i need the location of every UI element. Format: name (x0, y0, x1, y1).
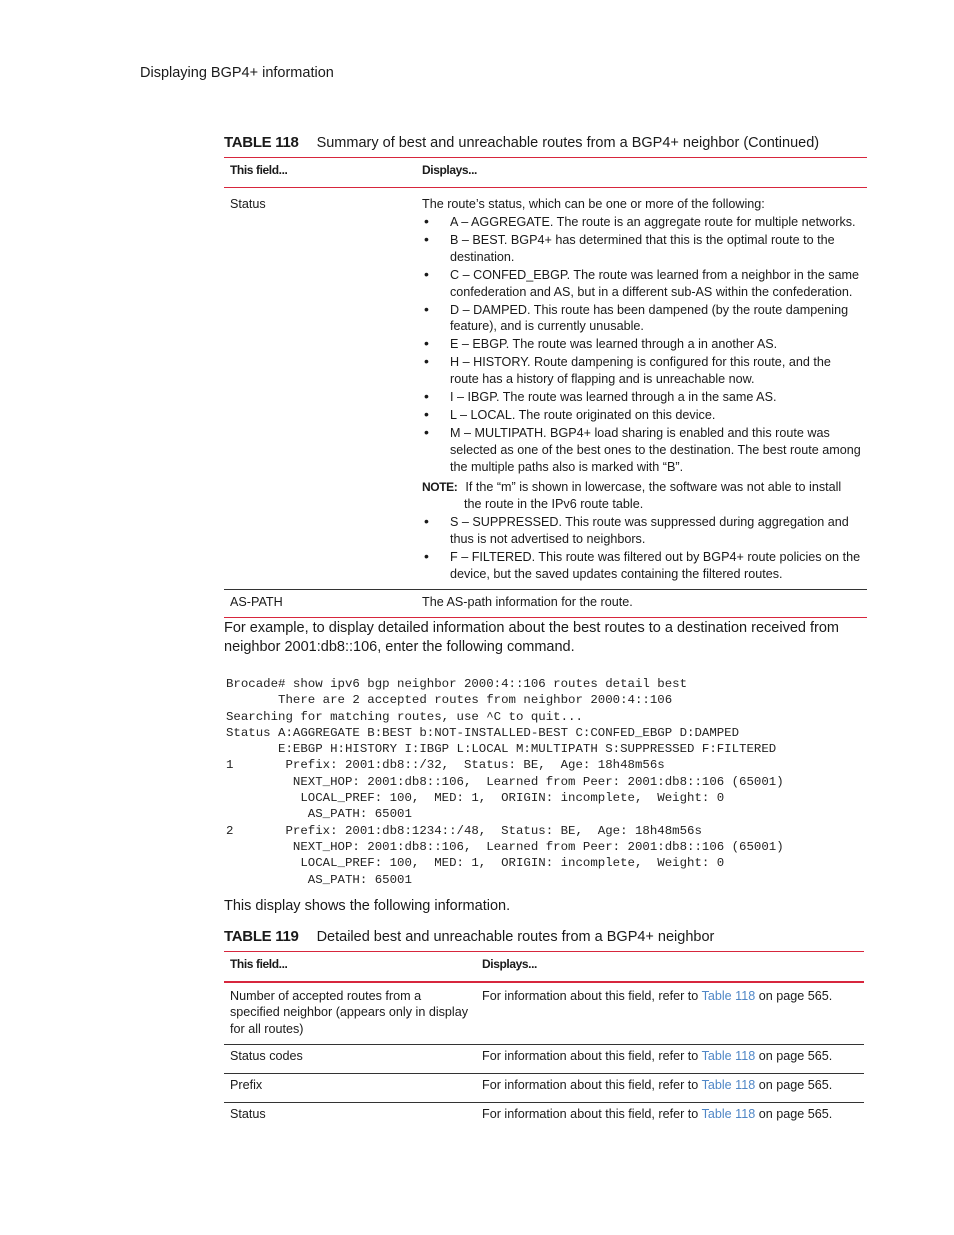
table-row (224, 589, 867, 618)
status-description (416, 187, 867, 589)
list-item: • C – CONFED_EBGP. The route was learned from a neighbor in the same confederation and AS, but in a different sub-AS within the confederation. (424, 265, 860, 299)
column-header-field: This field... (230, 957, 288, 971)
list-item: • S – SUPPRESSED. This route was suppressed during aggregation and thus is not advertised to neighbors. (424, 513, 849, 546)
note-label: NOTE: (422, 480, 458, 495)
column-header-displays: Displays... (482, 957, 537, 971)
note (422, 479, 861, 512)
field-status: Status (230, 196, 266, 211)
table-row (224, 1045, 864, 1074)
reference-cell: For information about this field, refer to Table 118 on page 565. (482, 1077, 833, 1092)
status-code-list (422, 214, 861, 475)
field-as-path: AS-PATH (230, 594, 283, 609)
status-intro: The route’s status, which can be one or more of the following: (422, 196, 765, 211)
column-header-displays: Displays... (422, 163, 477, 177)
list-item: • I – IBGP. The route was learned through a in the same AS. (424, 388, 777, 405)
reference-cell: For information about this field, refer to Table 118 on page 565. (482, 988, 833, 1003)
table-118-caption: Summary of best and unreachable routes from a BGP4+ neighbor (Continued) (316, 135, 820, 151)
table-119 (224, 951, 864, 1130)
table-row (224, 982, 864, 1045)
table-118-link[interactable]: Table 118 (701, 1106, 756, 1121)
field-cell: Prefix (230, 1077, 263, 1092)
table-header-row (224, 952, 864, 982)
table-118-link[interactable]: Table 118 (701, 1049, 756, 1064)
bullet-icon: • (424, 353, 429, 370)
list-item: • A – AGGREGATE. The route is an aggregate route for multiple networks. (424, 213, 856, 230)
table-118-link[interactable]: Table 118 (701, 988, 756, 1003)
bullet-icon: • (424, 388, 429, 405)
list-item: • F – FILTERED. This route was filtered out by BGP4+ route policies on the device, but the saved updates containing the filtered routes. (424, 547, 861, 581)
list-item: • B – BEST. BGP4+ has determined that this is the optimal route to the destination. (424, 231, 835, 264)
intro-paragraph: For example, to display detailed information about the best routes to a destination received from neighbor 2001:db8::106, enter the following command. (224, 620, 839, 655)
table-row (224, 1102, 864, 1130)
table-row (224, 1073, 864, 1102)
cli-output: Brocade# show ipv6 bgp neighbor 2000:4::106 routes detail best There are 2 accepted routes from neighbor 2000:4::106 Searching for matching routes, use ^C to quit... Status A:AGGREGATE B:BEST b:NOT-INSTALLED-BEST C:CONFED_EBGP D:DAMPED E:EBGP H:HISTORY I:IBGP L:LOCAL M:MULTIPATH S:SUPPRESSED F:FILTERED 1 Prefix: 2001:db8::/32, Status: BE, Age: 18h48m56s NEXT_HOP: 2001:db8::106, Learned from Peer: 2001:db8::106 (65001) LOCAL_PREF: 100, MED: 1, ORIGIN: incomplete, Weight: 0 AS_PATH: 65001 2 Prefix: 2001:db8:1234::/48, Status: BE, Age: 18h48m56s NEXT_HOP: 2001:db8::106, Learned from Peer: 2001:db8::106 (65001) LOCAL_PREF: 100, MED: 1, ORIGIN: incomplete, Weight: 0 AS_PATH: 65001 (226, 677, 784, 887)
list-item: • M – MULTIPATH. BGP4+ load sharing is enabled and this route was selected as one of the best ones to the destination. The best route among the multiple paths also is marked with “B”. (424, 424, 861, 474)
status-code-list-continued (422, 514, 861, 582)
table-119-title (224, 928, 714, 945)
table-118-number: TABLE 118 (224, 134, 299, 151)
table-row (224, 187, 867, 589)
list-item: • D – DAMPED. This route has been dampened (by the route dampening feature), and is currently unusable. (424, 300, 849, 334)
bullet-icon: • (424, 547, 429, 564)
bullet-icon: • (424, 513, 429, 530)
bullet-icon: • (424, 213, 429, 230)
list-item: • E – EBGP. The route was learned through a in another AS. (424, 335, 778, 352)
reference-cell: For information about this field, refer to Table 118 on page 565. (482, 1049, 833, 1064)
reference-cell: For information about this field, refer to Table 118 on page 565. (482, 1106, 833, 1121)
bullet-icon: • (424, 335, 429, 352)
display-paragraph: This display shows the following information. (224, 898, 511, 914)
field-cell: Status (230, 1106, 266, 1121)
bullet-icon: • (424, 300, 429, 317)
list-item: • H – HISTORY. Route dampening is configured for this route, and the route has a history of flapping and is unreachable now. (424, 353, 831, 387)
table-118 (224, 157, 867, 618)
table-118-title (224, 134, 819, 151)
bullet-icon: • (424, 406, 429, 423)
bullet-icon: • (424, 265, 429, 282)
column-header-field: This field... (230, 163, 288, 177)
list-item: • L – LOCAL. The route originated on this device. (424, 406, 716, 423)
bullet-icon: • (424, 231, 429, 248)
field-cell: Status codes (230, 1049, 303, 1064)
table-header-row (224, 158, 867, 188)
table-119-number: TABLE 119 (224, 928, 299, 945)
table-119-caption: Detailed best and unreachable routes from a BGP4+ neighbor (316, 929, 715, 945)
field-cell: Number of accepted routes from a specified neighbor (appears only in display for all routes) (230, 988, 469, 1036)
running-header: Displaying BGP4+ information (140, 65, 334, 81)
as-path-description: The AS-path information for the route. (422, 594, 633, 609)
bullet-icon: • (424, 424, 429, 441)
note-text: If the “m” is shown in lowercase, the software was not able to install the route in the IPv6 route table. (464, 480, 842, 511)
table-118-link[interactable]: Table 118 (701, 1077, 756, 1092)
